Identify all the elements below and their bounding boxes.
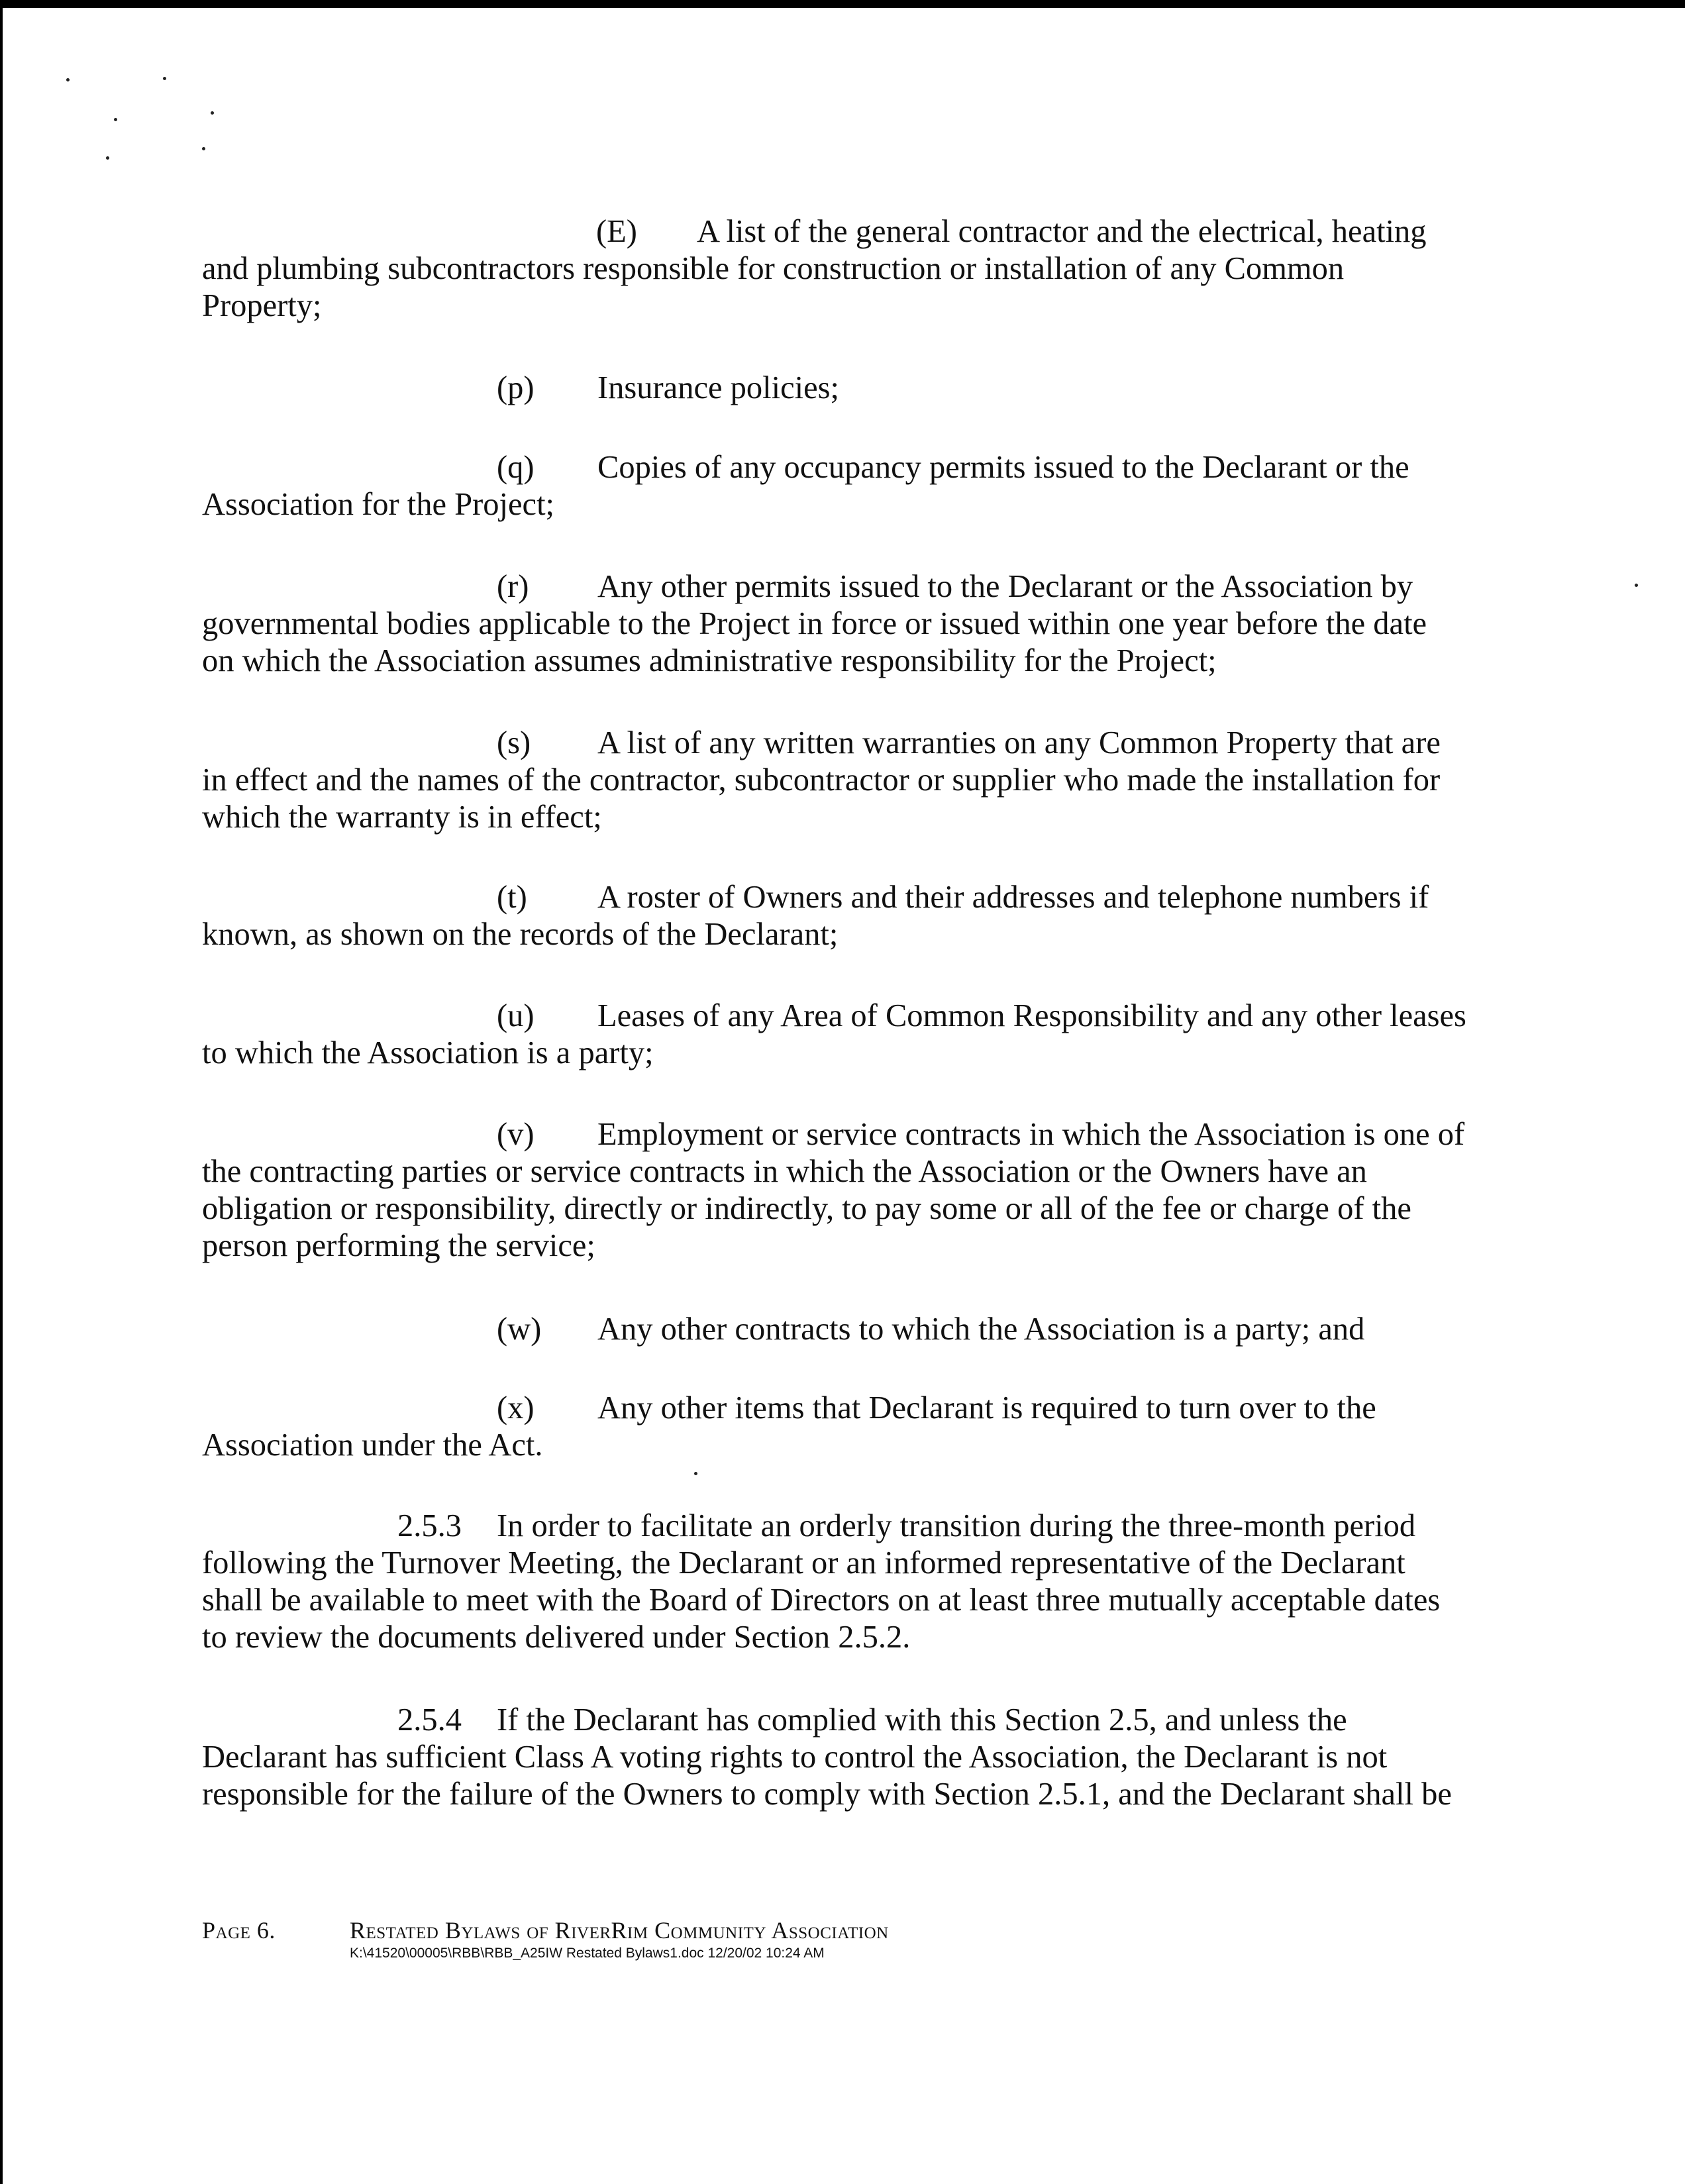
paragraph-continuation-line: known, as shown on the records of the Declarant; [202,917,839,952]
scan-top-border [0,0,1685,8]
item-s [202,725,1507,836]
paragraph-text: Leases of any Area of Common Responsibility and any other leases [597,998,1466,1033]
paragraph-text: Any other contracts to which the Association is a party; and [597,1312,1365,1347]
scan-speck [114,118,117,121]
paragraph-continuation-line: Property; [202,288,322,323]
paragraph-text: A list of any written warranties on any Common Property that are [597,725,1441,760]
item-t [202,879,1507,953]
paragraph-text: If the Declarant has complied with this Section 2.5, and unless the [497,1702,1347,1738]
section-2-5-3 [202,1508,1507,1656]
scan-speck [694,1472,697,1475]
paragraph-continuation-line: the contracting parties or service contracts in which the Association or the Owners have an [202,1154,1367,1189]
paragraph-continuation-line: Association for the Project; [202,487,555,522]
paragraph-first-line [202,1116,1507,1153]
paragraph-first-line [202,568,1507,605]
paragraph-continuation-line: to which the Association is a party; [202,1035,654,1070]
paragraph-continuation-line: responsible for the failure of the Owners to comply with Section 2.5.1, and the Declarant shall be [202,1777,1452,1812]
footer-file-path: K:\41520\00005\RBB\RBB_A25IW Restated Bylaws1.doc 12/20/02 10:24 AM [350,1946,825,1961]
item-marker: (u) [497,998,535,1033]
paragraph-continuation-line: which the warranty is in effect; [202,800,602,835]
paragraph-continuation-line: governmental bodies applicable to the Project in force or issued within one year before the date [202,606,1427,641]
section-number: 2.5.4 [397,1702,462,1738]
scan-speck [163,77,166,80]
item-marker: (w) [497,1312,542,1347]
scan-speck [66,78,70,81]
item-w [202,1311,1507,1348]
section-number: 2.5.3 [397,1508,462,1543]
footer-document-title: Restated Bylaws of RiverRim Community Association [350,1917,889,1944]
item-marker: (x) [497,1390,535,1426]
paragraph-continuation-line: in effect and the names of the contractor, subcontractor or supplier who made the installation for [202,762,1441,798]
paragraph-first-line [202,1508,1507,1545]
footer-page-number: Page 6. [202,1917,276,1944]
scan-speck [202,147,205,150]
item-marker: (v) [497,1117,535,1152]
paragraph-continuation-line: to review the documents delivered under Section 2.5.2. [202,1620,911,1655]
item-marker: (s) [497,725,531,760]
section-2-5-4 [202,1702,1507,1813]
paragraph-first-line [202,725,1507,762]
paragraph-first-line [202,449,1507,486]
paragraph-first-line [202,213,1507,250]
paragraph-text: Insurance policies; [597,370,839,405]
item-E [202,213,1507,325]
item-x [202,1390,1507,1464]
item-r [202,568,1507,680]
paragraph-first-line [202,1311,1507,1348]
paragraph-first-line [202,1390,1507,1427]
item-u [202,998,1507,1072]
item-q [202,449,1507,523]
paragraph-continuation-line: and plumbing subcontractors responsible for construction or installation of any Common [202,251,1345,286]
scan-speck [106,156,109,160]
paragraph-text: Copies of any occupancy permits issued to the Declarant or the [597,450,1409,485]
item-p [202,370,1507,407]
paragraph-first-line [202,1702,1507,1739]
paragraph-first-line [202,998,1507,1035]
paragraph-text: Any other items that Declarant is required to turn over to the [597,1390,1376,1426]
item-marker: (r) [497,569,529,604]
paragraph-continuation-line: following the Turnover Meeting, the Declarant or an informed representative of the Declarant [202,1545,1405,1581]
paragraph-continuation-line: shall be available to meet with the Board of Directors on at least three mutually acceptable dates [202,1583,1441,1618]
paragraph-text: Employment or service contracts in which the Association is one of [597,1117,1465,1152]
paragraph-text: Any other permits issued to the Declarant or the Association by [597,569,1413,604]
scan-left-border [0,0,3,2184]
paragraph-continuation-line: Declarant has sufficient Class A voting rights to control the Association, the Declarant is not [202,1740,1388,1775]
item-marker: (t) [497,880,527,915]
paragraph-continuation-line: obligation or responsibility, directly or indirectly, to pay some or all of the fee or charge of the [202,1191,1411,1226]
paragraph-first-line [202,370,1507,407]
item-marker: (p) [497,370,535,405]
item-v [202,1116,1507,1265]
scan-speck [1635,584,1638,587]
item-marker: (E) [596,214,637,249]
scan-speck [211,111,214,115]
item-marker: (q) [497,450,535,485]
paragraph-text: In order to facilitate an orderly transition during the three-month period [497,1508,1416,1543]
paragraph-text: A roster of Owners and their addresses and telephone numbers if [597,880,1429,915]
paragraph-continuation-line: on which the Association assumes administrative responsibility for the Project; [202,643,1217,678]
paragraph-first-line [202,879,1507,916]
paragraph-continuation-line: person performing the service; [202,1228,595,1263]
paragraph-continuation-line: Association under the Act. [202,1428,543,1463]
paragraph-text: A list of the general contractor and the electrical, heating [697,214,1427,249]
